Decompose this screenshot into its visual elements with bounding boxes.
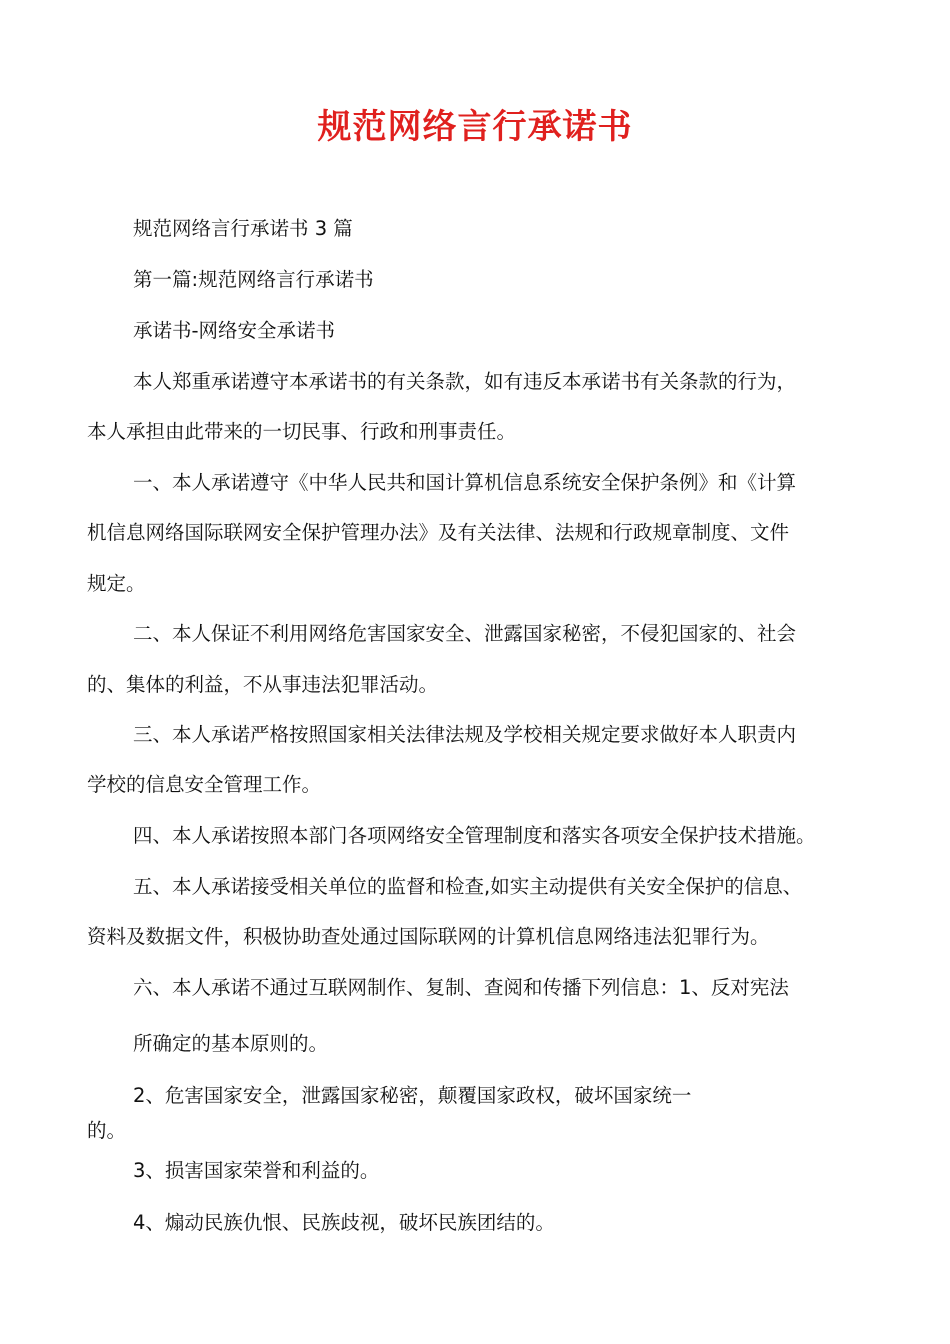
paragraph-line: 学校的信息安全管理工作。 bbox=[87, 773, 322, 796]
paragraph-line: 四、本人承诺按照本部门各项网络安全管理制度和落实各项安全保护技术措施。 bbox=[133, 824, 816, 847]
paragraph-line: 机信息网络国际联网安全保护管理办法》及有关法律、法规和行政规章制度、文件 bbox=[87, 521, 790, 544]
paragraph-line: 规定。 bbox=[87, 572, 146, 595]
list-item-line: 3、损害国家荣誉和利益的。 bbox=[133, 1159, 380, 1182]
document-title: 规范网络言行承诺书 bbox=[317, 107, 633, 147]
paragraph-line: 六、本人承诺不通过互联网制作、复制、查阅和传播下列信息：1、反对宪法 bbox=[133, 976, 789, 999]
list-item-line: 2、危害国家安全，泄露国家秘密，颠覆国家政权，破坏国家统一 bbox=[133, 1084, 692, 1107]
paragraph-line: 资料及数据文件，积极协助查处通过国际联网的计算机信息网络违法犯罪行为。 bbox=[87, 925, 770, 948]
paragraph-line: 三、本人承诺严格按照国家相关法律法规及学校相关规定要求做好本人职责内 bbox=[133, 723, 797, 746]
list-item-line: 的。 bbox=[87, 1119, 127, 1142]
subtitle-three-articles: 规范网络言行承诺书 3 篇 bbox=[133, 217, 353, 240]
paragraph-line: 本人郑重承诺遵守本承诺书的有关条款，如有违反本承诺书有关条款的行为， bbox=[133, 370, 797, 393]
paragraph-line: 本人承担由此带来的一切民事、行政和刑事责任。 bbox=[87, 420, 517, 443]
article-one-heading: 第一篇:规范网络言行承诺书 bbox=[133, 268, 374, 291]
list-item-line: 4、煽动民族仇恨、民族歧视，破坏民族团结的。 bbox=[133, 1211, 555, 1234]
pledge-heading: 承诺书-网络安全承诺书 bbox=[133, 319, 336, 342]
paragraph-line: 二、本人保证不利用网络危害国家安全、泄露国家秘密，不侵犯国家的、社会 bbox=[133, 622, 797, 645]
paragraph-line: 一、本人承诺遵守《中华人民共和国计算机信息系统安全保护条例》和《计算 bbox=[133, 471, 797, 494]
paragraph-line: 的、集体的利益，不从事违法犯罪活动。 bbox=[87, 673, 439, 696]
paragraph-line: 五、本人承诺接受相关单位的监督和检查,如实主动提供有关安全保护的信息、 bbox=[133, 875, 803, 898]
paragraph-line: 所确定的基本原则的。 bbox=[133, 1032, 329, 1055]
